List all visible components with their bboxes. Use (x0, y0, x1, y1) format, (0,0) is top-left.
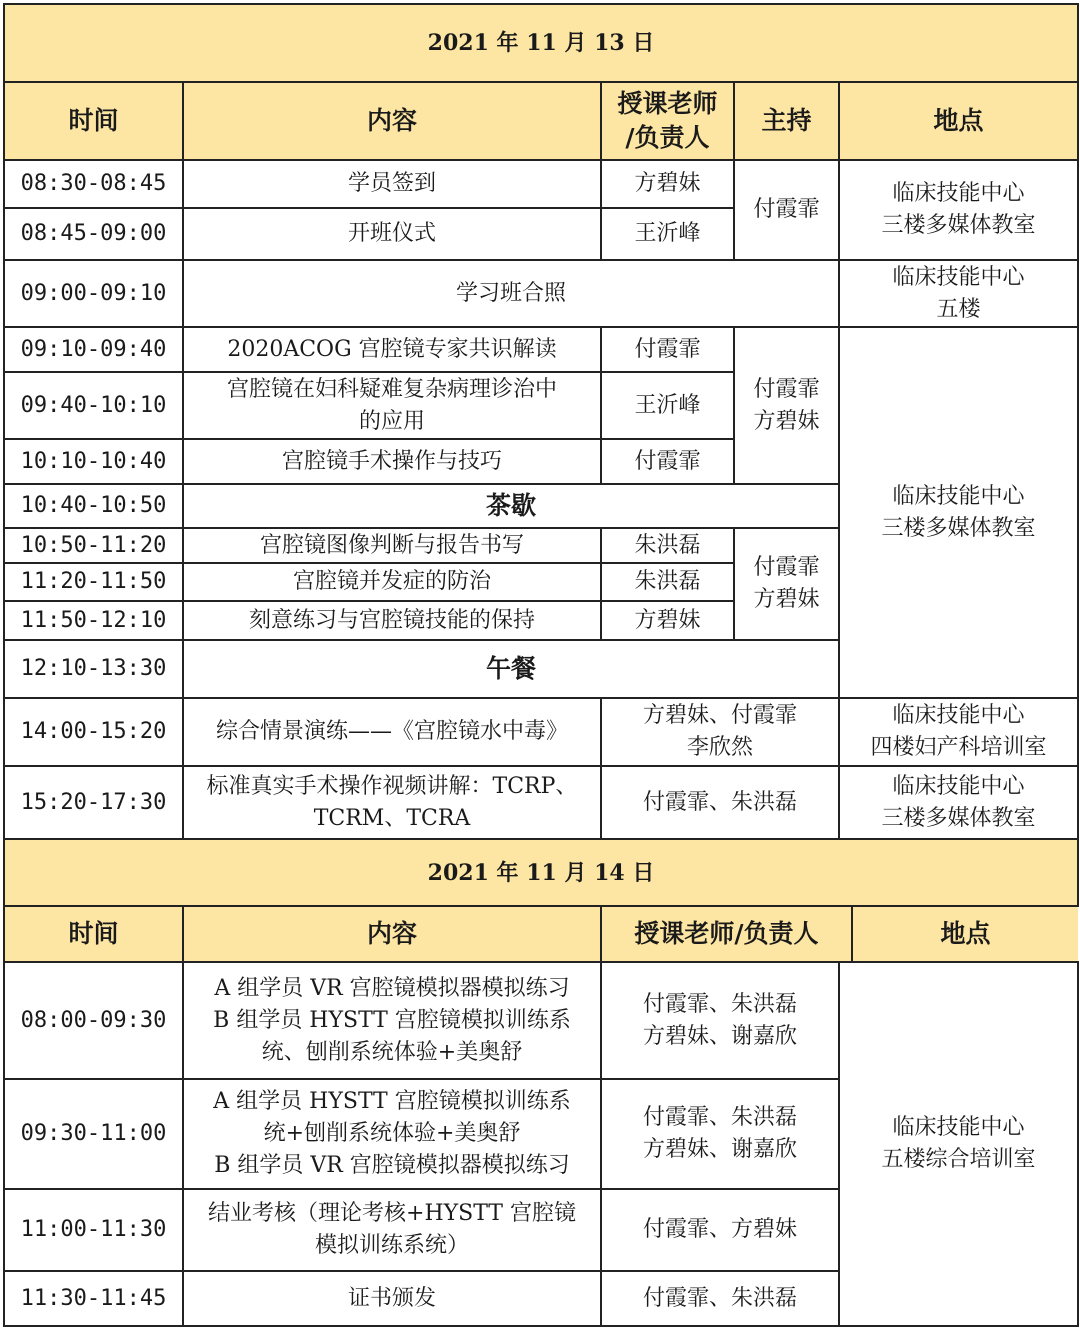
place-line1: 临床技能中心 (892, 264, 1025, 290)
header-host: 主持 (734, 82, 839, 160)
teacher-line2: 方碧妹、谢嘉欣 (642, 1137, 797, 1162)
row-teacher: 方碧妹 (601, 601, 734, 640)
row-time: 15:20-17:30 (4, 766, 183, 839)
row-teacher: 付霞霏、朱洪磊 (601, 766, 839, 839)
content-line1: 标准真实手术操作视频讲解：TCRP、 (206, 773, 578, 799)
teacher-line1: 方碧妹、付霞霏 (642, 703, 797, 728)
row-content: 开班仪式 (183, 208, 601, 260)
teacher-line2: 方碧妹、谢嘉欣 (642, 1023, 797, 1049)
host-line2: 方碧妹 (753, 587, 820, 612)
place-line2: 五楼 (936, 296, 981, 322)
place-cell (839, 327, 1078, 698)
place-line1: 临床技能中心 (892, 483, 1025, 509)
day2-date: 2021 年 11 月 14 日 (4, 839, 1078, 906)
row-time: 10:50-11:20 (4, 528, 183, 563)
row-teacher: 王沂峰 (601, 208, 734, 260)
header-place: 地点 (852, 907, 1078, 961)
row-teacher (601, 1079, 839, 1189)
content-line2: 的应用 (358, 408, 425, 434)
row-time: 11:20-11:50 (4, 563, 183, 601)
row-teacher: 朱洪磊 (601, 563, 734, 601)
content-line1: A 组学员 HYSTT 宫腔镜模拟训练系 (213, 1089, 571, 1114)
row-content: 宫腔镜图像判断与报告书写 (183, 528, 601, 563)
place-line2: 三楼多媒体教室 (881, 805, 1036, 831)
row-content: 综合情景演练——《宫腔镜水中毒》 (183, 698, 601, 766)
place-line1: 临床技能中心 (892, 773, 1025, 799)
header-teacher-line1: 授课老师 (617, 89, 718, 118)
row-content (183, 1189, 601, 1271)
place-cell (839, 260, 1078, 327)
host-line1: 付霞霏 (753, 376, 820, 402)
place-cell (839, 160, 1078, 260)
row-teacher (601, 698, 839, 766)
row-content: 宫腔镜并发症的防治 (183, 563, 601, 601)
teacher-line2: 李欣然 (686, 735, 753, 760)
table-row (4, 766, 1078, 839)
host-line2: 方碧妹 (753, 408, 820, 434)
place-line1: 临床技能中心 (892, 703, 1025, 728)
row-content: 学习班合照 (183, 260, 839, 327)
row-time: 08:45-09:00 (4, 208, 183, 260)
host-cell: 付霞霏 (734, 160, 839, 260)
row-teacher: 方碧妹 (601, 160, 734, 208)
content-line1: 结业考核（理论考核+HYSTT 宫腔镜 (208, 1201, 576, 1226)
place-cell (839, 962, 1078, 1326)
row-teacher: 付霞霏 (601, 439, 734, 484)
table-row (4, 962, 1078, 1079)
row-time: 11:50-12:10 (4, 601, 183, 640)
row-time: 10:10-10:40 (4, 439, 183, 484)
break-label: 茶歇 (183, 484, 839, 528)
teacher-line1: 付霞霏、朱洪磊 (642, 1105, 797, 1130)
break-label: 午餐 (183, 640, 839, 698)
row-time: 11:30-11:45 (4, 1271, 183, 1326)
row-time: 08:00-09:30 (4, 962, 183, 1079)
place-line2: 三楼多媒体教室 (881, 515, 1036, 541)
day1-date: 2021 年 11 月 13 日 (4, 4, 1078, 82)
row-time: 10:40-10:50 (4, 484, 183, 528)
row-time: 09:30-11:00 (4, 1079, 183, 1189)
row-teacher: 付霞霏、朱洪磊 (601, 1271, 839, 1326)
host-cell (734, 528, 839, 640)
content-line3: 统、刨削系统体验+美奥舒 (261, 1039, 523, 1065)
row-content: 宫腔镜手术操作与技巧 (183, 439, 601, 484)
day1-date-row (4, 4, 1078, 82)
place-line2: 三楼多媒体教室 (881, 213, 1036, 238)
content-line2: 模拟训练系统） (314, 1233, 469, 1258)
row-content: 2020ACOG 宫腔镜专家共识解读 (183, 327, 601, 372)
row-teacher: 王沂峰 (601, 372, 734, 439)
day2-date-row (4, 839, 1078, 906)
schedule-table (3, 3, 1079, 1327)
row-time: 09:00-09:10 (4, 260, 183, 327)
header-content: 内容 (183, 906, 601, 962)
header-time: 时间 (4, 82, 183, 160)
row-content: 学员签到 (183, 160, 601, 208)
table-row (4, 260, 1078, 327)
place-line1: 临床技能中心 (892, 181, 1025, 206)
row-teacher: 朱洪磊 (601, 528, 734, 563)
content-line2: TCRM、TCRA (313, 805, 471, 831)
host-cell (734, 327, 839, 484)
row-content (183, 766, 601, 839)
day2-header-row (4, 906, 1078, 962)
place-line2: 四楼妇产科培训室 (870, 735, 1047, 760)
header-teacher-line2: /负责人 (625, 123, 710, 152)
host-line1: 付霞霏 (753, 555, 820, 580)
table-row (4, 698, 1078, 766)
header-right-table (602, 907, 1078, 961)
row-content (183, 372, 601, 439)
header-time: 时间 (4, 906, 183, 962)
row-content (183, 962, 601, 1079)
content-line1: A 组学员 VR 宫腔镜模拟器模拟练习 (214, 975, 570, 1001)
header-teacher: 授课老师/负责人 (602, 907, 852, 961)
place-cell (839, 698, 1078, 766)
header-content: 内容 (183, 82, 601, 160)
row-time: 09:10-09:40 (4, 327, 183, 372)
header-teacher (601, 82, 734, 160)
day1-header-row (4, 82, 1078, 160)
row-teacher: 付霞霏 (601, 327, 734, 372)
row-time: 14:00-15:20 (4, 698, 183, 766)
row-time: 12:10-13:30 (4, 640, 183, 698)
row-time: 09:40-10:10 (4, 372, 183, 439)
table-row (4, 327, 1078, 372)
row-teacher (601, 962, 839, 1079)
row-time: 08:30-08:45 (4, 160, 183, 208)
place-cell (839, 766, 1078, 839)
content-line1: 宫腔镜在妇科疑难复杂病理诊治中 (226, 376, 557, 402)
header-place: 地点 (839, 82, 1078, 160)
row-content (183, 1079, 601, 1189)
content-line2: B 组学员 HYSTT 宫腔镜模拟训练系 (213, 1007, 571, 1033)
content-line3: B 组学员 VR 宫腔镜模拟器模拟练习 (214, 1153, 570, 1178)
table-row (4, 160, 1078, 208)
teacher-line1: 付霞霏、朱洪磊 (642, 991, 797, 1017)
content-line2: 统+刨削系统体验+美奥舒 (263, 1121, 521, 1146)
place-line2: 五楼综合培训室 (881, 1147, 1036, 1172)
row-teacher: 付霞霏、方碧妹 (601, 1189, 839, 1271)
row-content: 刻意练习与宫腔镜技能的保持 (183, 601, 601, 640)
place-line1: 临床技能中心 (892, 1115, 1025, 1140)
header-right-group (601, 906, 1078, 962)
row-time: 11:00-11:30 (4, 1189, 183, 1271)
row-content: 证书颁发 (183, 1271, 601, 1326)
